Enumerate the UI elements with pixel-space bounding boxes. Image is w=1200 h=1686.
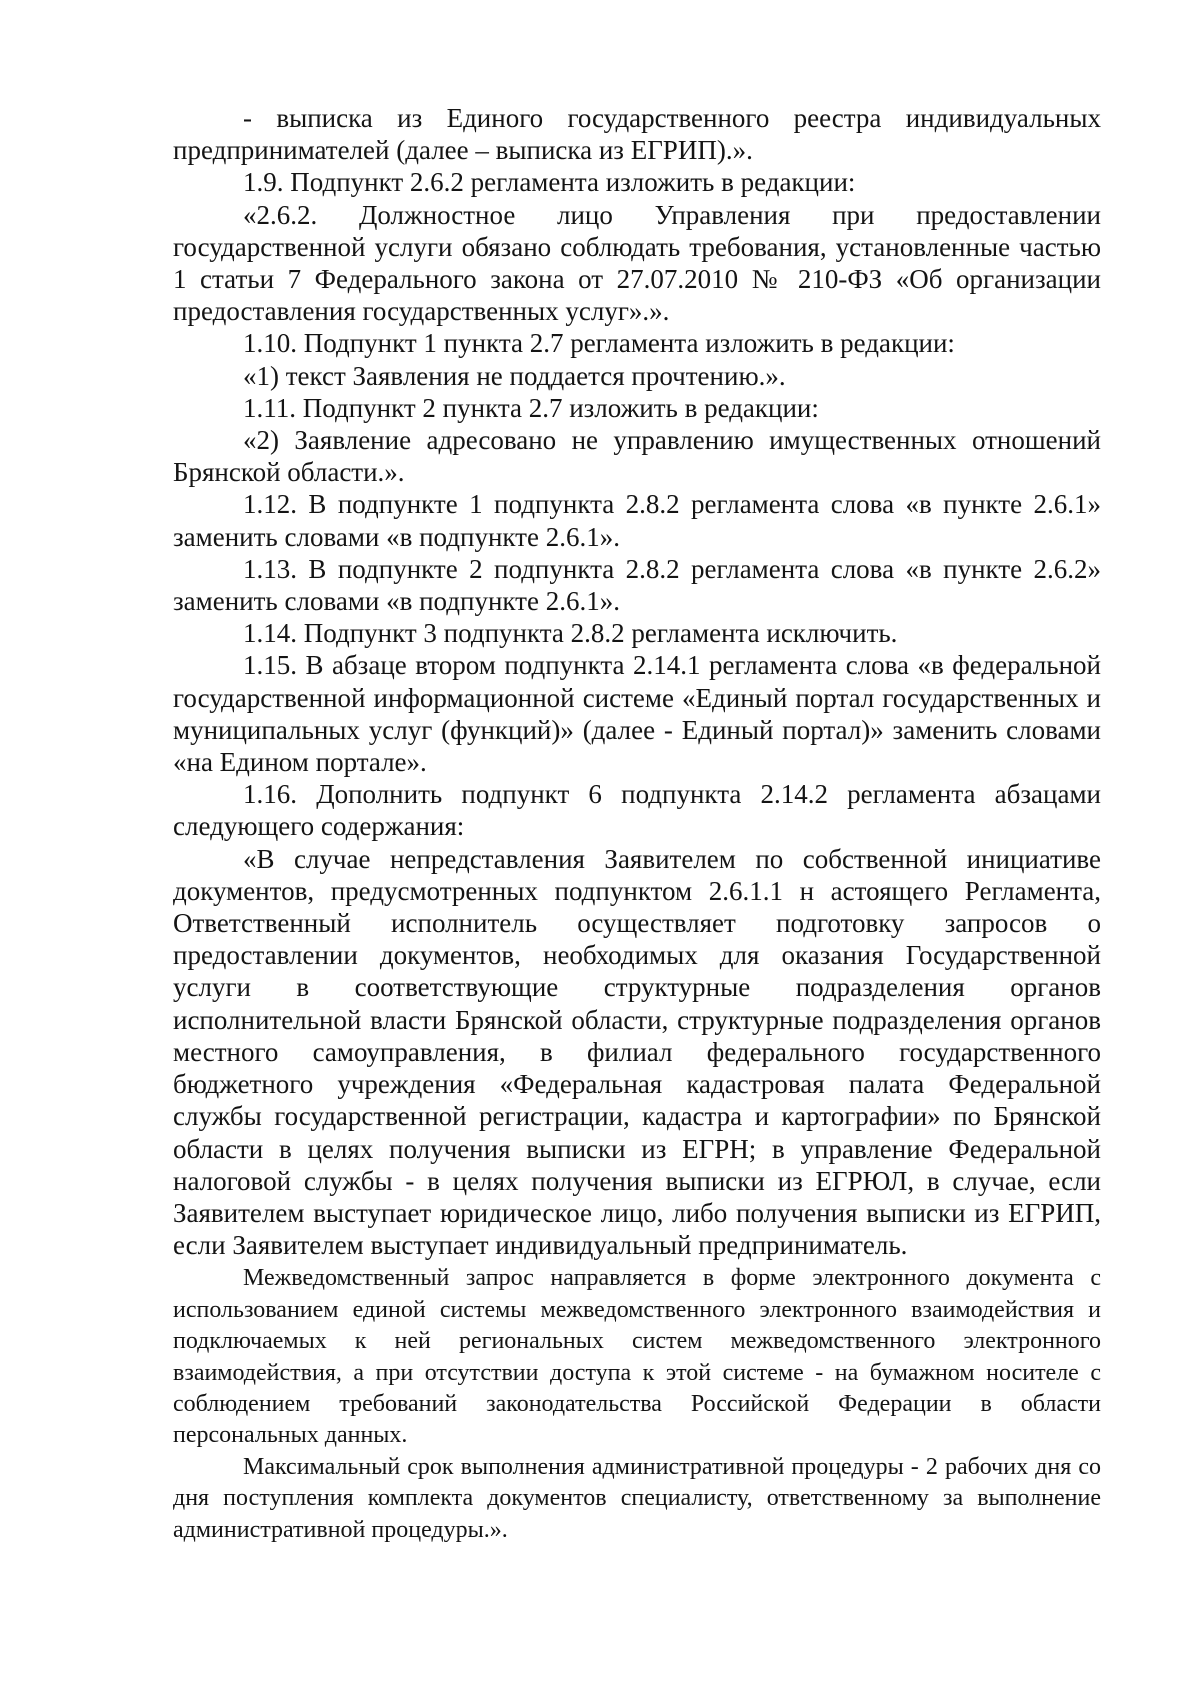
paragraph-nonsubmission-case: «В случае непредставления Заявителем по собственной инициативе документов, предусмотренных подпунктом 2.6.1.1 н астоящего Регламента, Ответственный исполнитель осуществляет подготовку запросов о предоставлении документов, необходимых для оказания Государственной услуги в соответствующие структурные подразделения органов исполнительной власти Брянской области, структурные подразделения органов местного самоуправления, в филиал федерального государственного бюджетного учреждения «Федеральная кадастровая палата Федеральной службы государственной регистрации, кадастра и картографии» по Брянской области в целях получения выписки из ЕГРН; в управление Федеральной налоговой службы - в целях получения выписки из ЕГРЮЛ, в случае, если Заявителем выступает юридическое лицо, либо получения выписки из ЕГРИП, если Заявителем выступает индивидуальный предприниматель. [173,843,1101,1261]
paragraph-1-13: 1.13. В подпункте 2 подпункта 2.8.2 регламента слова «в пункте 2.6.2» заменить словами «в подпункте 2.6.1». [173,553,1101,617]
paragraph-1-10: 1.10. Подпункт 1 пункта 2.7 регламента изложить в редакции: [243,328,955,359]
paragraph-interagency-request: Межведомственный запрос направляется в форме электронного документа с использованием единой системы межведомственного электронного взаимодействия и подключаемых к ней региональных систем межведомственного электронного взаимодействия, а при отсутствии доступа к этой системе - на бумажном носителе с соблюдением требований законодательства Российской Федерации в области персональных данных. [173,1265,1101,1449]
paragraph-1-11: 1.11. Подпункт 2 пункта 2.7 изложить в редакции: [243,392,819,423]
paragraph-1-12: 1.12. В подпункте 1 подпункта 2.8.2 регламента слова «в пункте 2.6.1» заменить словами «в подпункте 2.6.1». [173,489,1101,552]
paragraph-2-6-2: «2.6.2. Должностное лицо Управления при предоставлении государственной услуги обязано соблюдать требования, установленные частью 1 статьи 7 Федерального закона от 27.07.2010 № 210-ФЗ «Об организации предоставления государственных услуг».». [173,199,1101,327]
paragraph-max-term: Максимальный срок выполнения административной процедуры - 2 рабочих дня со дня поступления комплекта документов специалисту, ответственному за выполнение административной процедуры.». [173,1453,1101,1543]
paragraph-item-2: «2) Заявление адресовано не управлению имущественных отношений Брянской области.». [173,425,1101,488]
paragraph-1-16: 1.16. Дополнить подпункт 6 подпункта 2.14.2 регламента абзацами следующего содержания: [173,779,1101,842]
document-page [173,102,1101,1546]
paragraph-1-9: 1.9. Подпункт 2.6.2 регламента изложить в редакции: [243,167,856,198]
paragraph-item-1: «1) текст Заявления не поддается прочтению.». [243,360,786,391]
paragraph-1-15: 1.15. В абзаце втором подпункта 2.14.1 регламента слова «в федеральной государственной информационной системе «Единый портал государственных и муниципальных услуг (функций)» (далее - Единый портал)» заменить словами «на Едином портале». [173,650,1101,778]
paragraph-1-14: 1.14. Подпункт 3 подпункта 2.8.2 регламента исключить. [243,618,898,649]
paragraph-egrip-item: - выписка из Единого государственного реестра индивидуальных предпринимателей (далее – выписка из ЕГРИП).». [173,103,1101,166]
